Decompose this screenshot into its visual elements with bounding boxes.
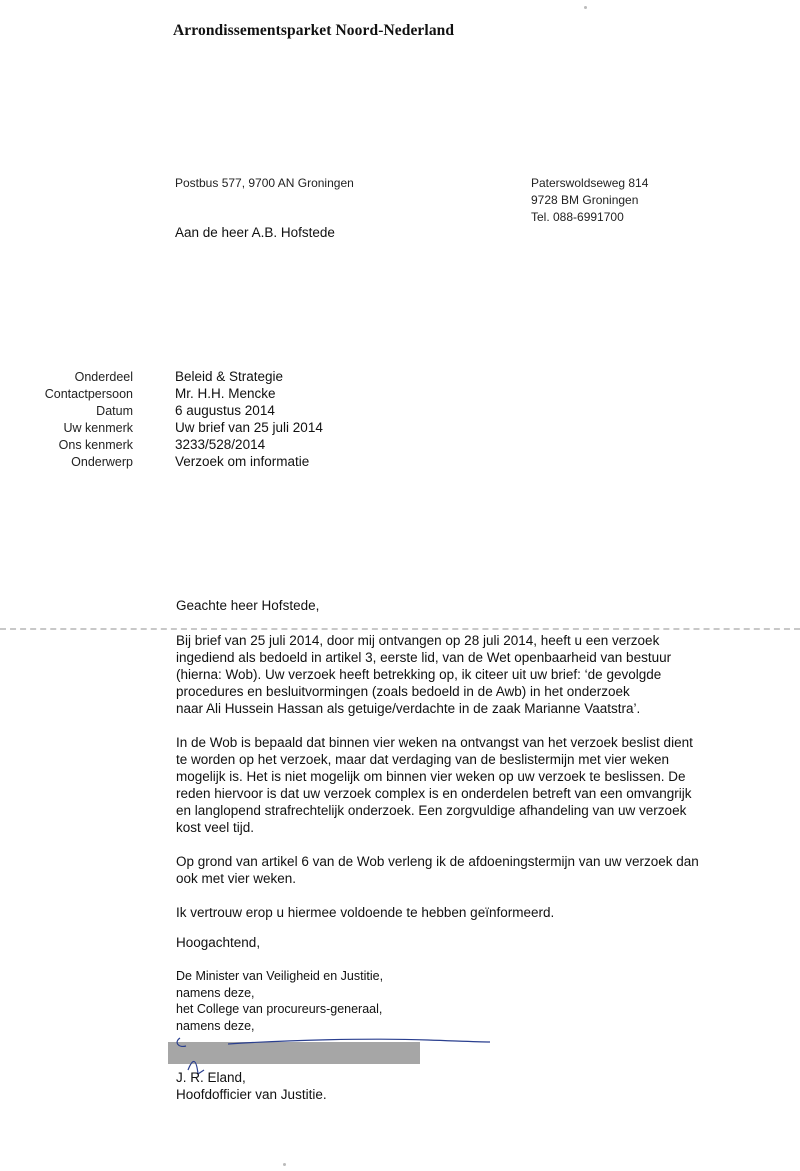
signer-block: [176, 968, 383, 1034]
postal-address: Postbus 577, 9700 AN Groningen: [175, 176, 354, 190]
signer-line: namens deze,: [176, 1018, 255, 1033]
metadata-label: Datum: [96, 404, 133, 418]
body-paragraph: Ik vertrouw erop u hiermee voldoende te hebben geïnformeerd.: [176, 905, 555, 920]
metadata-label: Uw kenmerk: [63, 421, 133, 435]
scan-artifact-line: [0, 628, 800, 630]
scan-speck: [584, 6, 587, 9]
body-paragraph: Op grond van artikel 6 van de Wob verleng ik de afdoeningstermijn van uw verzoek dan ook met vier weken.: [176, 854, 699, 886]
body-paragraph: Bij brief van 25 juli 2014, door mij ontvangen op 28 juli 2014, heeft u een verzoek ingediend als bedoeld in artikel 3, eerste lid, van de Wet openbaarheid van bestuur (hierna: Wob). Uw verzoek heeft betrekking op, ik citeer uit uw brief: ‘de gevolgde procedures en besluitvormingen (zoals bedoeld in de Awb) in het onderzoek naar Ali Hussein Hassan als getuige/verdachte in de zaak Marianne Vaatstra’.: [176, 633, 672, 716]
metadata-value-our-reference: 3233/528/2014: [175, 437, 266, 452]
metadata-label: Onderwerp: [71, 455, 133, 469]
visit-address-city: 9728 BM Groningen: [531, 193, 639, 207]
metadata-value-contact: Mr. H.H. Mencke: [175, 386, 276, 401]
scan-speck: [283, 1163, 286, 1166]
metadata-value-date: 6 augustus 2014: [175, 403, 275, 418]
body-paragraph: In de Wob is bepaald dat binnen vier weken na ontvangst van het verzoek beslist dient te worden op het verzoek, maar dat verdaging van de beslistermijn met vier weken mogelijk is. Het is niet mogelijk om binnen vier weken op uw verzoek te beslissen. De reden hiervoor is dat uw verzoek complex is en onderdelen betreft van een omvangrijk en langlopend strafrechtelijk onderzoek. Een zorgvuldige afhandeling van uw verzoek kost veel tijd.: [176, 735, 693, 835]
letter-body: [176, 632, 776, 938]
metadata-value-department: Beleid & Strategie: [175, 369, 284, 384]
signer-line: namens deze,: [176, 985, 255, 1000]
signature-name: J. R. Eland,: [176, 1070, 246, 1085]
metadata-label: Contactpersoon: [44, 387, 133, 401]
metadata-label: Ons kenmerk: [58, 438, 133, 452]
signer-line: De Minister van Veiligheid en Justitie,: [176, 969, 384, 983]
organization-header: Arrondissementsparket Noord-Nederland: [173, 22, 455, 39]
visit-address-phone: Tel. 088-6991700: [531, 210, 624, 224]
signature-block: [176, 1069, 327, 1103]
metadata-values: [175, 368, 323, 470]
recipient-line: Aan de heer A.B. Hofstede: [175, 225, 335, 240]
metadata-value-subject: Verzoek om informatie: [175, 454, 310, 469]
visit-address-street: Paterswoldseweg 814: [531, 176, 649, 190]
salutation: Geachte heer Hofstede,: [176, 598, 320, 613]
metadata-labels: [0, 369, 133, 471]
closing: Hoogachtend,: [176, 935, 261, 950]
visit-address: [531, 175, 648, 226]
metadata-value-your-reference: Uw brief van 25 juli 2014: [175, 420, 323, 435]
metadata-label: Onderdeel: [74, 370, 133, 384]
signature-title: Hoofdofficier van Justitie.: [176, 1087, 327, 1102]
signer-line: het College van procureurs-generaal,: [176, 1002, 383, 1016]
